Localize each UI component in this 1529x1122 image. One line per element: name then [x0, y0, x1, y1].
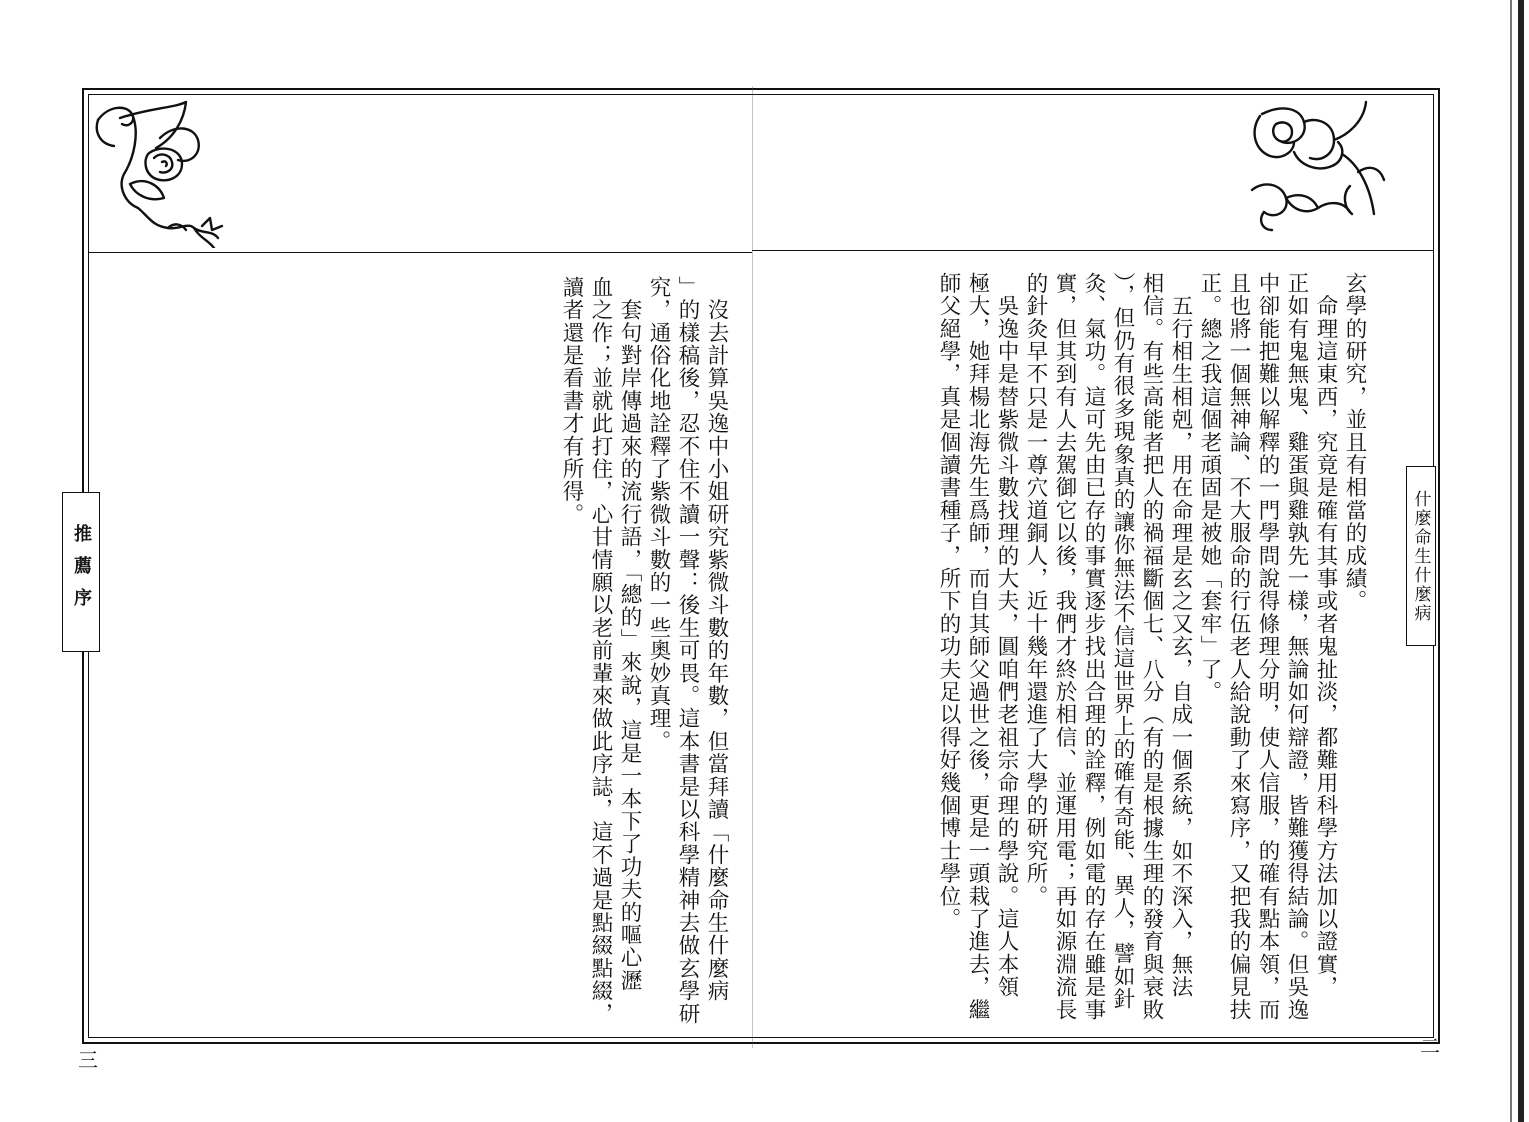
running-head-text: 什麼命生什麼病: [1410, 489, 1431, 623]
floral-ornament-right-icon: [1238, 94, 1388, 244]
text-column: 玄學的研究，並且有相當的成績。: [1342, 272, 1367, 613]
text-column: 相信。有些高能者把人的禍福斷個七、八分（有的是根據生理的發育與衰敗: [1139, 272, 1164, 1022]
running-head-tab: [1406, 466, 1436, 646]
text-column: 中卻能把難以解釋的一門學問說得條理分明，使人信服，的確有點本領，而: [1255, 272, 1280, 1022]
text-column: 血之作；並就此打住，心甘情願以老前輩來做此序誌，這不過是點綴點綴，: [588, 276, 613, 1026]
page-edge: [1518, 0, 1524, 1122]
book-gutter: [752, 86, 753, 1048]
page-number-right: 二: [1420, 1034, 1440, 1058]
text-column: 且也將一個無神論、不大服命的行伍老人給說動了來寫序，又把我的偏見扶: [1226, 272, 1251, 1022]
text-column: 極大，她拜楊北海先生爲師，而自其師父過世之後，更是一頭栽了進去，繼: [965, 272, 990, 1022]
text-column: 」的樣稿後，忍不住不讀一聲：後生可畏。這本書是以科學精神去做玄學研: [675, 276, 700, 1026]
header-rule-left: [88, 252, 752, 253]
text-column: 灸、氣功。這可先由已存的事實逐步找出合理的詮釋，例如電的存在雖是事: [1081, 272, 1106, 1022]
text-column: 讀者還是看書才有所得。: [559, 276, 584, 526]
text-column: 命理這東西，究竟是確有其事或者鬼扯淡，都難用科學方法加以證實，: [1313, 272, 1338, 999]
floral-ornament-left-icon: [90, 98, 230, 248]
text-column: 師父絕學，真是個讀書種子，所下的功夫足以得好幾個博士學位。: [936, 272, 961, 931]
text-column: 正。總之我這個老頑固是被她「套牢」了。: [1197, 272, 1222, 704]
text-column: 正如有鬼無鬼、雞蛋與雞孰先一樣，無論如何辯證，皆難獲得結論。但吳逸: [1284, 272, 1309, 1022]
text-column: ），但仍有很多現象真的讓你無法不信這世界上的確有奇能、異人，譬如針: [1110, 272, 1135, 1011]
section-tab: [62, 492, 100, 652]
text-column: 實，但其到有人去駕御它以後，我們才終於相信、並運用電；再如源淵流長: [1052, 272, 1077, 1022]
text-column: 套句對岸傳過來的流行語，「總的」來說，這是一本下了功夫的嘔心瀝: [617, 276, 642, 992]
text-column: 的針灸早不只是一尊穴道銅人，近十幾年還進了大學的研究所。: [1023, 272, 1048, 908]
section-tab-text: 推薦序: [71, 524, 92, 620]
text-column: 沒去計算吳逸中小姐研究紫微斗數的年數，但當拜讀「什麼命生什麼病: [704, 276, 729, 1003]
text-column: 究，通俗化地詮釋了紫微斗數的一些奧妙真理。: [646, 276, 671, 753]
page-number-left: 三: [78, 1048, 98, 1072]
page-edge-shadow: [1510, 0, 1512, 1122]
text-column: 五行相生相剋，用在命理是玄之又玄，自成一個系統，如不深入，無法: [1168, 272, 1193, 999]
header-rule-right: [752, 250, 1434, 251]
text-column: 吳逸中是替紫微斗數找理的大夫，圓咱們老祖宗命理的學說。這人本領: [994, 272, 1019, 999]
